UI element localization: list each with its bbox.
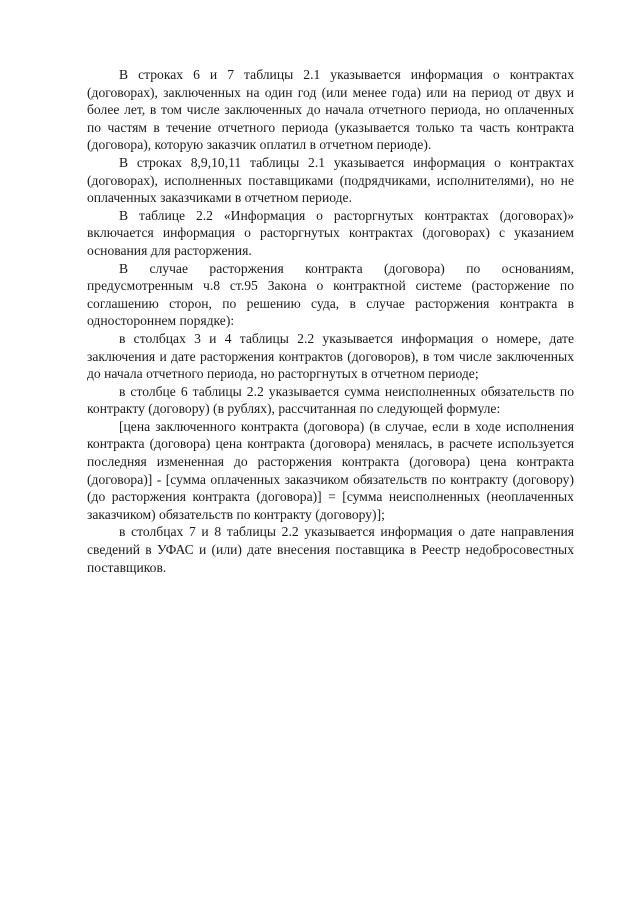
paragraph-rows-6-7: В строках 6 и 7 таблицы 2.1 указывается информация о контрактах (договорах), заключенных на один год (или менее года) или на период от двух и более лет, в том числе заключенных до начала отчетного периода, но оплаченных по частям в течение отчетного периода (указывается только та часть контракта (договора), которую заказчик оплатил в отчетном периоде). — [87, 67, 574, 153]
paragraph-columns-3-4: в столбцах 3 и 4 таблицы 2.2 указывается информация о номере, дате заключения и дате расторжения контрактов (договоров), в том числе заключенных до начала отчетного периода, но расторгнутых в отчетном периоде; — [87, 330, 574, 382]
formula-right: [сумма неисполненных (неоплаченных заказчиком) обязательств по контракту (договору)]; — [87, 489, 574, 522]
formula-left: [цена заключенного контракта (договора) (в случае, если в ходе исполнения контракта (договора) цена контракта (договора) менялась, в расчете используется последняя измененная до расторжения контракта (договора) цена контракта (договора)] - [сумма оплаченных заказчиком обязательств по контракту (договору) (до расторжения контракта (договора)] — [87, 418, 574, 505]
paragraph-column-6: в столбце 6 таблицы 2.2 указывается сумма неисполненных обязательств по контракту (договору) (в рублях), рассчитанная по следующей формуле: — [87, 383, 574, 417]
paragraph-table-2-2: В таблице 2.2 «Информация о расторгнутых контрактах (договорах)» включается информация о расторгнутых контрактах (договорах) с указанием основания для расторжения. — [87, 207, 574, 258]
paragraph-termination-grounds: В случае расторжения контракта (договора) по основаниям, предусмотренным ч.8 ст.95 Закона о контрактной системе (расторжение по соглашению сторон, по решению суда, в случае расторжения контракта в одностороннем порядке): — [87, 260, 574, 329]
document-body — [87, 66, 574, 576]
paragraph-rows-8-11: В строках 8,9,10,11 таблицы 2.1 указывается информация о контрактах (договорах), исполненных поставщиками (подрядчиками, исполнителями), но не оплаченных заказчиками в отчетном периоде. — [87, 154, 574, 206]
paragraph-columns-7-8: в столбцах 7 и 8 таблицы 2.2 указывается информация о дате направления сведений в УФАС и (или) дате внесения поставщика в Реестр недобросовестных поставщиков. — [87, 524, 574, 575]
formula-block — [87, 418, 574, 524]
formula-equals: = — [328, 489, 336, 505]
